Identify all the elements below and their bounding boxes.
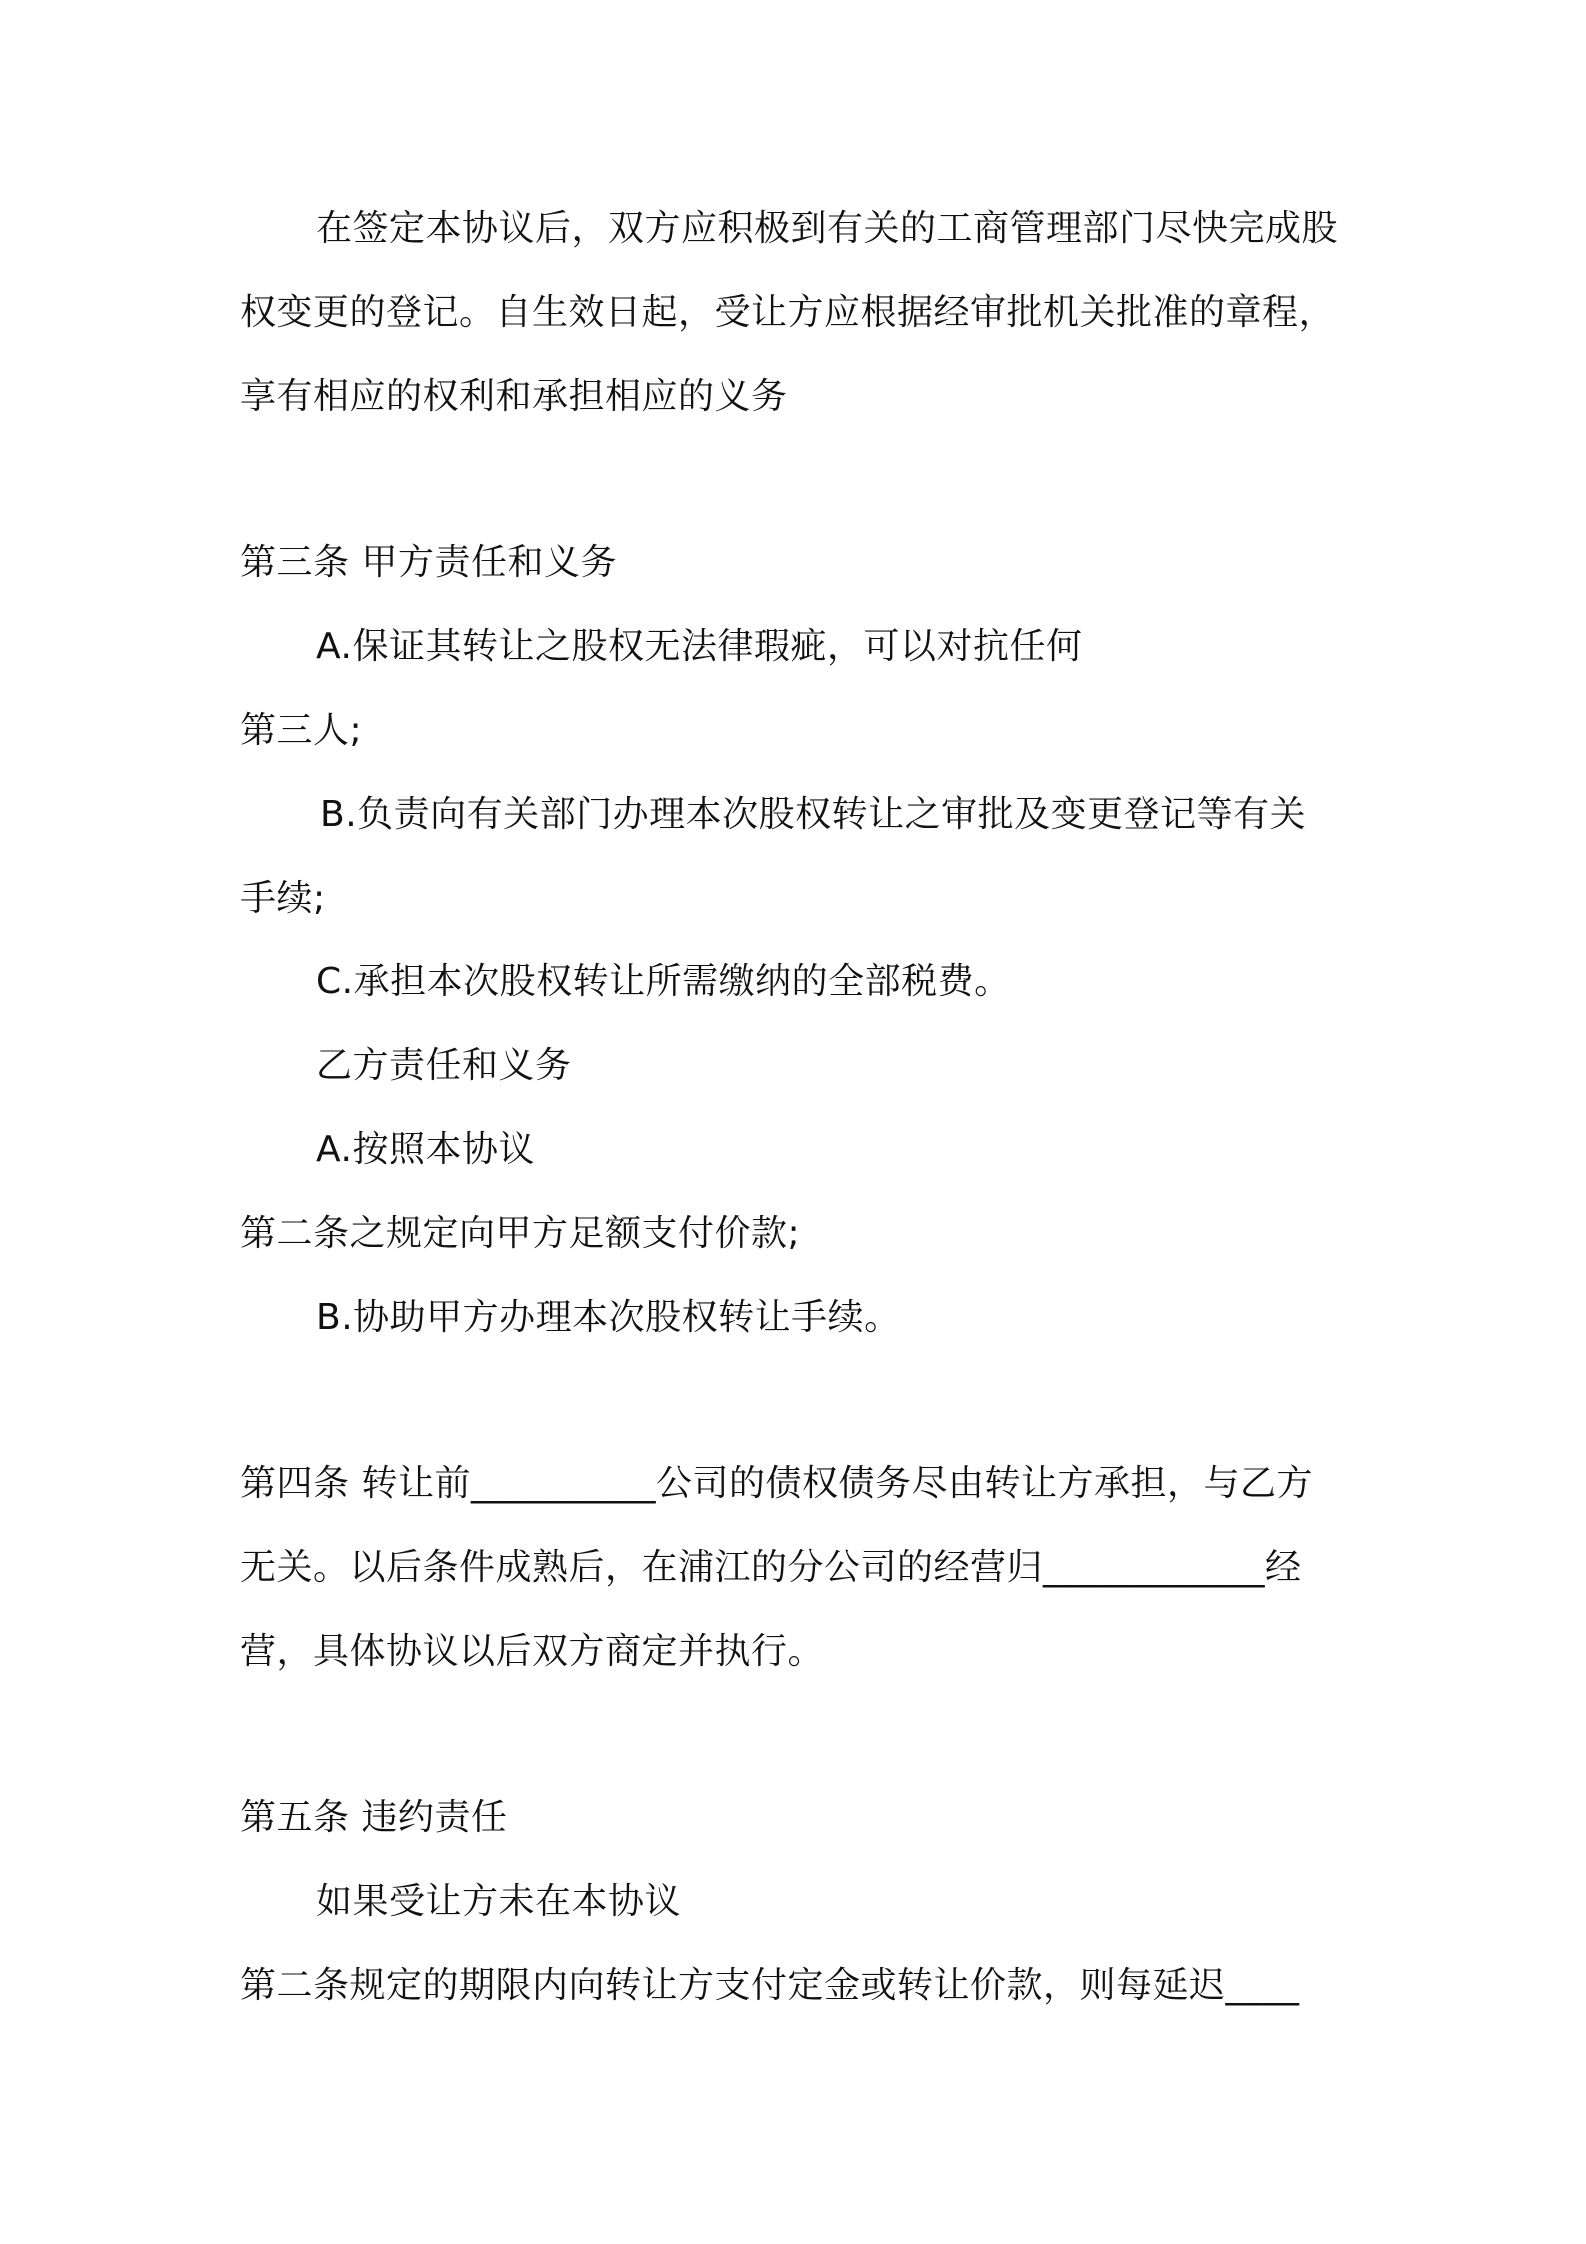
party-b-item-a-cont: 第二条之规定向甲方足额支付价款; (240, 1213, 801, 1254)
paragraph-line-3: 享有相应的权利和承担相应的义务 (240, 376, 788, 417)
paragraph-line-2: 权变更的登记。自生效日起，受让方应根据经审批机关批准的章程， (240, 292, 1336, 333)
article-4-line-1: 第四条 转让前__________公司的债权债务尽由转让方承担，与乙方 (240, 1463, 1313, 1504)
party-b-heading: 乙方责任和义务 (316, 1045, 572, 1086)
party-b-item-a: A.按照本协议 (316, 1129, 535, 1170)
paragraph-line-1: 在签定本协议后，双方应积极到有关的工商管理部门尽快完成股 (316, 208, 1339, 249)
article-5-heading: 第五条 违约责任 (240, 1797, 508, 1838)
article-3-item-c: C.承担本次股权转让所需缴纳的全部税费。 (316, 961, 1011, 1002)
party-b-item-b: B.协助甲方办理本次股权转让手续。 (316, 1297, 901, 1338)
article-4-line-3: 营，具体协议以后双方商定并执行。 (240, 1631, 825, 1672)
article-3-item-b-cont: 手续; (240, 878, 326, 919)
article-3-item-a-cont: 第三人; (240, 710, 363, 751)
article-3-heading: 第三条 甲方责任和义务 (240, 542, 617, 583)
article-4-line-2: 无关。以后条件成熟后，在浦江的分公司的经营归____________经 (240, 1547, 1302, 1588)
article-5-line-1: 如果受让方未在本协议 (316, 1881, 682, 1922)
article-3-item-b: B.负责向有关部门办理本次股权转让之审批及变更登记等有关 (320, 794, 1307, 835)
article-5-line-2: 第二条规定的期限内向转让方支付定金或转让价款，则每延迟____ (240, 1965, 1300, 2006)
article-3-item-a: A.保证其转让之股权无法律瑕疵，可以对抗任何 (316, 626, 1083, 667)
